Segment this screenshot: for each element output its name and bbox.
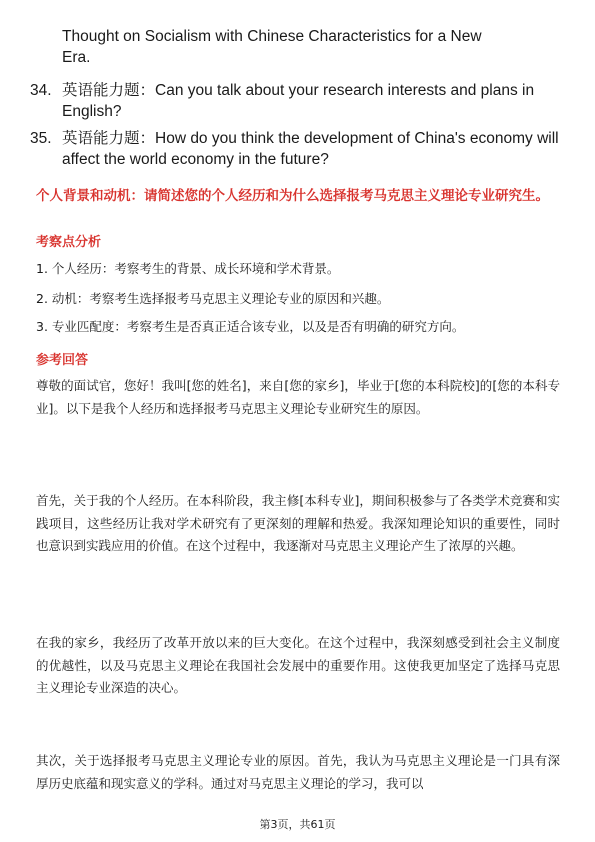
analysis-point-2: 2. 动机：考察考生选择报考马克思主义理论专业的原因和兴趣。 xyxy=(36,291,390,306)
answer-paragraph-4: 其次，关于选择报考马克思主义理论专业的原因。首先，我认为马克思主义理论是一门具有深厚历史底蕴和现实意义的学科。通过对马克思主义理论的学习，我可以 xyxy=(36,753,560,791)
analysis-point-3: 3. 专业匹配度：考察考生是否真正适合该专业，以及是否有明确的研究方向。 xyxy=(36,319,465,334)
continued-text-line-1: Thought on Socialism with Chinese Characteristics for a New xyxy=(62,28,482,45)
question-text: 英语能力题：Can you talk about your research interests and plans in English? xyxy=(62,82,535,120)
continued-text-line-2: Era. xyxy=(62,49,91,66)
analysis-heading: 考察点分析 xyxy=(36,235,102,250)
answer-paragraph-1: 尊敬的面试官，您好！我叫[您的姓名]，来自[您的家乡]，毕业于[您的本科院校]的[您的本科专业]。以下是我个人经历和选择报考马克思主义理论专业研究生的原因。 xyxy=(36,378,560,416)
question-number: 35. xyxy=(30,130,52,147)
answer-paragraph-3: 在我的家乡，我经历了改革开放以来的巨大变化。在这个过程中，我深刻感受到社会主义制度的优越性，以及马克思主义理论在我国社会发展中的重要作用。这使我更加坚定了选择马克思主义理论专业深造的决心。 xyxy=(36,635,560,695)
answer-paragraph-2: 首先，关于我的个人经历。在本科阶段，我主修[本科专业]，期间积极参与了各类学术竞赛和实践项目，这些经历让我对学术研究有了更深刻的理解和热爱。我深知理论知识的重要性，同时也意识到实践应用的价值。在这个过程中，我逐渐对马克思主义理论产生了浓厚的兴趣。 xyxy=(36,493,560,553)
page-footer: 第3页，共61页 xyxy=(259,818,336,831)
analysis-point-1: 1. 个人经历：考察考生的背景、成长环境和学术背景。 xyxy=(36,261,340,276)
section-title: 个人背景和动机：请简述您的个人经历和为什么选择报考马克思主义理论专业研究生。 xyxy=(36,188,549,204)
question-text: 英语能力题：How do you think the development of China's economy will affect the world economy in the future? xyxy=(62,130,559,168)
question-number: 34. xyxy=(30,82,52,99)
answer-heading: 参考回答 xyxy=(36,353,89,368)
